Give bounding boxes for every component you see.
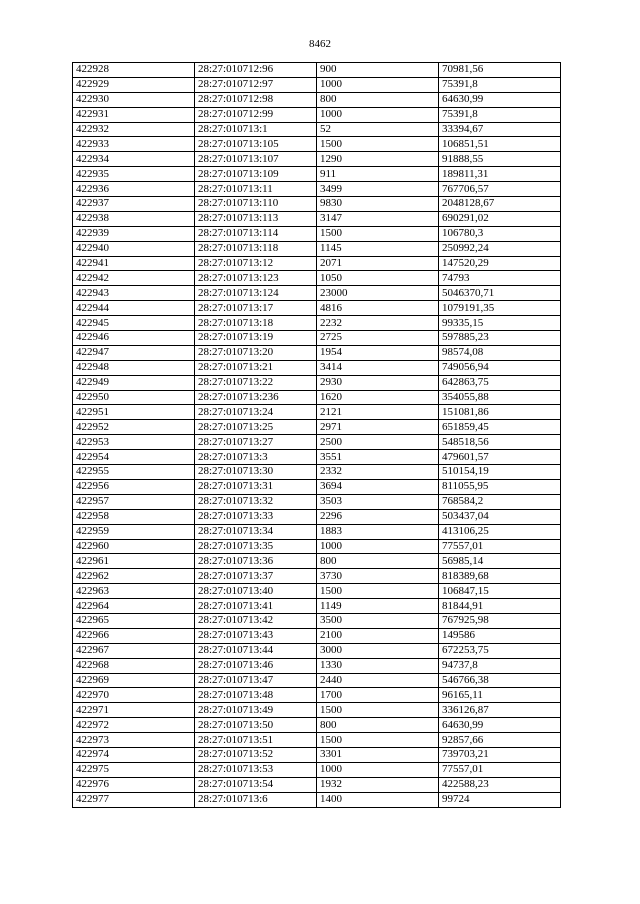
record-number-cell: 422950 [73, 390, 195, 405]
record-number-cell: 422973 [73, 733, 195, 748]
cadastral-number-cell: 28:27:010713:41 [195, 599, 317, 614]
area-cell: 1000 [317, 539, 439, 554]
table-row [73, 494, 561, 509]
area-cell: 2725 [317, 331, 439, 346]
cadastral-value-cell: 74793 [439, 271, 561, 286]
area-cell: 2332 [317, 465, 439, 480]
table-row [73, 107, 561, 122]
record-number-cell: 422964 [73, 599, 195, 614]
cadastral-value-cell: 767706,57 [439, 182, 561, 197]
cadastral-number-cell: 28:27:010713:31 [195, 479, 317, 494]
cadastral-number-cell: 28:27:010713:46 [195, 658, 317, 673]
register-table [72, 62, 561, 808]
record-number-cell: 422962 [73, 569, 195, 584]
table-row [73, 256, 561, 271]
table-row [73, 390, 561, 405]
cadastral-value-cell: 767925,98 [439, 613, 561, 628]
record-number-cell: 422936 [73, 182, 195, 197]
cadastral-value-cell: 479601,57 [439, 450, 561, 465]
area-cell: 3503 [317, 494, 439, 509]
area-cell: 1400 [317, 792, 439, 807]
record-number-cell: 422932 [73, 122, 195, 137]
record-number-cell: 422937 [73, 197, 195, 212]
record-number-cell: 422955 [73, 465, 195, 480]
cadastral-value-cell: 2048128,67 [439, 197, 561, 212]
table-row [73, 613, 561, 628]
cadastral-number-cell: 28:27:010713:11 [195, 182, 317, 197]
cadastral-number-cell: 28:27:010713:110 [195, 197, 317, 212]
table-row [73, 599, 561, 614]
cadastral-number-cell: 28:27:010713:20 [195, 345, 317, 360]
area-cell: 1149 [317, 599, 439, 614]
area-cell: 3500 [317, 613, 439, 628]
cadastral-number-cell: 28:27:010712:99 [195, 107, 317, 122]
table-row [73, 509, 561, 524]
cadastral-value-cell: 597885,23 [439, 331, 561, 346]
cadastral-value-cell: 106780,3 [439, 226, 561, 241]
cadastral-number-cell: 28:27:010713:25 [195, 420, 317, 435]
cadastral-value-cell: 94737,8 [439, 658, 561, 673]
table-row [73, 688, 561, 703]
cadastral-number-cell: 28:27:010713:18 [195, 316, 317, 331]
area-cell: 9830 [317, 197, 439, 212]
table-row [73, 122, 561, 137]
cadastral-value-cell: 690291,02 [439, 211, 561, 226]
cadastral-number-cell: 28:27:010713:124 [195, 286, 317, 301]
record-number-cell: 422930 [73, 92, 195, 107]
cadastral-number-cell: 28:27:010712:96 [195, 63, 317, 78]
cadastral-value-cell: 749056,94 [439, 360, 561, 375]
cadastral-value-cell: 70981,56 [439, 63, 561, 78]
area-cell: 3414 [317, 360, 439, 375]
cadastral-value-cell: 75391,8 [439, 77, 561, 92]
table-row [73, 226, 561, 241]
table-row [73, 733, 561, 748]
area-cell: 1700 [317, 688, 439, 703]
area-cell: 2121 [317, 405, 439, 420]
table-row [73, 569, 561, 584]
table-row [73, 435, 561, 450]
area-cell: 2232 [317, 316, 439, 331]
cadastral-number-cell: 28:27:010713:44 [195, 643, 317, 658]
table-body [73, 63, 561, 808]
record-number-cell: 422976 [73, 777, 195, 792]
cadastral-number-cell: 28:27:010713:1 [195, 122, 317, 137]
cadastral-value-cell: 642863,75 [439, 375, 561, 390]
cadastral-value-cell: 81844,91 [439, 599, 561, 614]
record-number-cell: 422947 [73, 345, 195, 360]
table-row [73, 479, 561, 494]
cadastral-value-cell: 5046370,71 [439, 286, 561, 301]
cadastral-value-cell: 75391,8 [439, 107, 561, 122]
area-cell: 3694 [317, 479, 439, 494]
record-number-cell: 422966 [73, 628, 195, 643]
cadastral-number-cell: 28:27:010713:48 [195, 688, 317, 703]
table-row [73, 643, 561, 658]
table-row [73, 554, 561, 569]
record-number-cell: 422968 [73, 658, 195, 673]
cadastral-value-cell: 354055,88 [439, 390, 561, 405]
area-cell: 911 [317, 167, 439, 182]
table-row [73, 524, 561, 539]
table-row [73, 762, 561, 777]
table-row [73, 539, 561, 554]
cadastral-value-cell: 189811,31 [439, 167, 561, 182]
cadastral-number-cell: 28:27:010712:98 [195, 92, 317, 107]
cadastral-value-cell: 77557,01 [439, 762, 561, 777]
table-row [73, 301, 561, 316]
record-number-cell: 422952 [73, 420, 195, 435]
table-row [73, 286, 561, 301]
cadastral-value-cell: 91888,55 [439, 152, 561, 167]
area-cell: 1500 [317, 703, 439, 718]
area-cell: 1500 [317, 226, 439, 241]
table-row [73, 345, 561, 360]
cadastral-number-cell: 28:27:010713:21 [195, 360, 317, 375]
cadastral-value-cell: 99724 [439, 792, 561, 807]
cadastral-value-cell: 548518,56 [439, 435, 561, 450]
area-cell: 3551 [317, 450, 439, 465]
cadastral-value-cell: 818389,68 [439, 569, 561, 584]
cadastral-number-cell: 28:27:010713:109 [195, 167, 317, 182]
area-cell: 1883 [317, 524, 439, 539]
cadastral-number-cell: 28:27:010713:22 [195, 375, 317, 390]
record-number-cell: 422959 [73, 524, 195, 539]
record-number-cell: 422972 [73, 718, 195, 733]
table-row [73, 167, 561, 182]
record-number-cell: 422942 [73, 271, 195, 286]
table-row [73, 792, 561, 807]
cadastral-value-cell: 64630,99 [439, 718, 561, 733]
area-cell: 2296 [317, 509, 439, 524]
cadastral-number-cell: 28:27:010713:36 [195, 554, 317, 569]
area-cell: 23000 [317, 286, 439, 301]
table-row [73, 777, 561, 792]
area-cell: 3301 [317, 747, 439, 762]
cadastral-number-cell: 28:27:010713:113 [195, 211, 317, 226]
table-row [73, 182, 561, 197]
record-number-cell: 422963 [73, 584, 195, 599]
record-number-cell: 422965 [73, 613, 195, 628]
area-cell: 1050 [317, 271, 439, 286]
cadastral-value-cell: 96165,11 [439, 688, 561, 703]
record-number-cell: 422954 [73, 450, 195, 465]
record-number-cell: 422938 [73, 211, 195, 226]
record-number-cell: 422931 [73, 107, 195, 122]
area-cell: 1932 [317, 777, 439, 792]
cadastral-value-cell: 768584,2 [439, 494, 561, 509]
cadastral-number-cell: 28:27:010713:51 [195, 733, 317, 748]
area-cell: 52 [317, 122, 439, 137]
cadastral-number-cell: 28:27:010713:54 [195, 777, 317, 792]
cadastral-number-cell: 28:27:010713:35 [195, 539, 317, 554]
area-cell: 1500 [317, 584, 439, 599]
cadastral-number-cell: 28:27:010713:52 [195, 747, 317, 762]
record-number-cell: 422977 [73, 792, 195, 807]
table-row [73, 92, 561, 107]
table-row [73, 703, 561, 718]
table-row [73, 450, 561, 465]
record-number-cell: 422935 [73, 167, 195, 182]
area-cell: 1954 [317, 345, 439, 360]
cadastral-value-cell: 147520,29 [439, 256, 561, 271]
record-number-cell: 422975 [73, 762, 195, 777]
page-number: 8462 [309, 38, 331, 50]
cadastral-number-cell: 28:27:010713:49 [195, 703, 317, 718]
record-number-cell: 422960 [73, 539, 195, 554]
record-number-cell: 422948 [73, 360, 195, 375]
record-number-cell: 422933 [73, 137, 195, 152]
record-number-cell: 422974 [73, 747, 195, 762]
cadastral-value-cell: 106847,15 [439, 584, 561, 599]
area-cell: 1290 [317, 152, 439, 167]
cadastral-value-cell: 413106,25 [439, 524, 561, 539]
cadastral-number-cell: 28:27:010713:6 [195, 792, 317, 807]
cadastral-number-cell: 28:27:010713:19 [195, 331, 317, 346]
table-row [73, 271, 561, 286]
cadastral-value-cell: 422588,23 [439, 777, 561, 792]
cadastral-number-cell: 28:27:010713:12 [195, 256, 317, 271]
record-number-cell: 422940 [73, 241, 195, 256]
area-cell: 1000 [317, 762, 439, 777]
table-row [73, 77, 561, 92]
cadastral-number-cell: 28:27:010713:53 [195, 762, 317, 777]
cadastral-number-cell: 28:27:010712:97 [195, 77, 317, 92]
cadastral-value-cell: 106851,51 [439, 137, 561, 152]
area-cell: 800 [317, 554, 439, 569]
table-row [73, 137, 561, 152]
table-row [73, 673, 561, 688]
table-row [73, 628, 561, 643]
area-cell: 900 [317, 63, 439, 78]
area-cell: 1330 [317, 658, 439, 673]
record-number-cell: 422946 [73, 331, 195, 346]
area-cell: 2100 [317, 628, 439, 643]
table-row [73, 718, 561, 733]
area-cell: 3000 [317, 643, 439, 658]
record-number-cell: 422949 [73, 375, 195, 390]
cadastral-number-cell: 28:27:010713:17 [195, 301, 317, 316]
table-row [73, 197, 561, 212]
record-number-cell: 422934 [73, 152, 195, 167]
table-row [73, 584, 561, 599]
table-row [73, 465, 561, 480]
record-number-cell: 422941 [73, 256, 195, 271]
cadastral-number-cell: 28:27:010713:34 [195, 524, 317, 539]
record-number-cell: 422944 [73, 301, 195, 316]
record-number-cell: 422945 [73, 316, 195, 331]
area-cell: 3730 [317, 569, 439, 584]
cadastral-number-cell: 28:27:010713:105 [195, 137, 317, 152]
cadastral-value-cell: 250992,24 [439, 241, 561, 256]
record-number-cell: 422967 [73, 643, 195, 658]
table-row [73, 316, 561, 331]
record-number-cell: 422971 [73, 703, 195, 718]
cadastral-value-cell: 99335,15 [439, 316, 561, 331]
table-row [73, 375, 561, 390]
cadastral-number-cell: 28:27:010713:123 [195, 271, 317, 286]
cadastral-value-cell: 64630,99 [439, 92, 561, 107]
area-cell: 1000 [317, 77, 439, 92]
area-cell: 2500 [317, 435, 439, 450]
cadastral-value-cell: 546766,38 [439, 673, 561, 688]
cadastral-number-cell: 28:27:010713:27 [195, 435, 317, 450]
cadastral-number-cell: 28:27:010713:3 [195, 450, 317, 465]
cadastral-number-cell: 28:27:010713:42 [195, 613, 317, 628]
cadastral-value-cell: 651859,45 [439, 420, 561, 435]
cadastral-value-cell: 1079191,35 [439, 301, 561, 316]
area-cell: 3147 [317, 211, 439, 226]
record-number-cell: 422956 [73, 479, 195, 494]
table-row [73, 360, 561, 375]
cadastral-value-cell: 77557,01 [439, 539, 561, 554]
cadastral-number-cell: 28:27:010713:30 [195, 465, 317, 480]
area-cell: 800 [317, 718, 439, 733]
cadastral-value-cell: 33394,67 [439, 122, 561, 137]
area-cell: 2930 [317, 375, 439, 390]
table-row [73, 405, 561, 420]
record-number-cell: 422970 [73, 688, 195, 703]
cadastral-value-cell: 811055,95 [439, 479, 561, 494]
cadastral-number-cell: 28:27:010713:114 [195, 226, 317, 241]
cadastral-number-cell: 28:27:010713:43 [195, 628, 317, 643]
table-row [73, 63, 561, 78]
area-cell: 2440 [317, 673, 439, 688]
cadastral-number-cell: 28:27:010713:47 [195, 673, 317, 688]
record-number-cell: 422928 [73, 63, 195, 78]
table-row [73, 747, 561, 762]
table-row [73, 211, 561, 226]
cadastral-value-cell: 151081,86 [439, 405, 561, 420]
area-cell: 1500 [317, 137, 439, 152]
area-cell: 1500 [317, 733, 439, 748]
cadastral-value-cell: 92857,66 [439, 733, 561, 748]
cadastral-number-cell: 28:27:010713:37 [195, 569, 317, 584]
cadastral-number-cell: 28:27:010713:236 [195, 390, 317, 405]
record-number-cell: 422957 [73, 494, 195, 509]
cadastral-value-cell: 56985,14 [439, 554, 561, 569]
table-row [73, 658, 561, 673]
record-number-cell: 422951 [73, 405, 195, 420]
table-row [73, 152, 561, 167]
record-number-cell: 422958 [73, 509, 195, 524]
area-cell: 1000 [317, 107, 439, 122]
area-cell: 4816 [317, 301, 439, 316]
cadastral-number-cell: 28:27:010713:33 [195, 509, 317, 524]
area-cell: 1145 [317, 241, 439, 256]
cadastral-number-cell: 28:27:010713:107 [195, 152, 317, 167]
cadastral-number-cell: 28:27:010713:24 [195, 405, 317, 420]
area-cell: 2071 [317, 256, 439, 271]
cadastral-number-cell: 28:27:010713:40 [195, 584, 317, 599]
record-number-cell: 422961 [73, 554, 195, 569]
area-cell: 3499 [317, 182, 439, 197]
record-number-cell: 422969 [73, 673, 195, 688]
record-number-cell: 422939 [73, 226, 195, 241]
cadastral-value-cell: 98574,08 [439, 345, 561, 360]
record-number-cell: 422953 [73, 435, 195, 450]
cadastral-number-cell: 28:27:010713:118 [195, 241, 317, 256]
cadastral-value-cell: 739703,21 [439, 747, 561, 762]
table-row [73, 331, 561, 346]
cadastral-value-cell: 503437,04 [439, 509, 561, 524]
table-row [73, 241, 561, 256]
cadastral-value-cell: 672253,75 [439, 643, 561, 658]
cadastral-value-cell: 336126,87 [439, 703, 561, 718]
area-cell: 1620 [317, 390, 439, 405]
cadastral-number-cell: 28:27:010713:50 [195, 718, 317, 733]
area-cell: 800 [317, 92, 439, 107]
cadastral-number-cell: 28:27:010713:32 [195, 494, 317, 509]
record-number-cell: 422943 [73, 286, 195, 301]
table-row [73, 420, 561, 435]
cadastral-value-cell: 510154,19 [439, 465, 561, 480]
cadastral-value-cell: 149586 [439, 628, 561, 643]
record-number-cell: 422929 [73, 77, 195, 92]
area-cell: 2971 [317, 420, 439, 435]
